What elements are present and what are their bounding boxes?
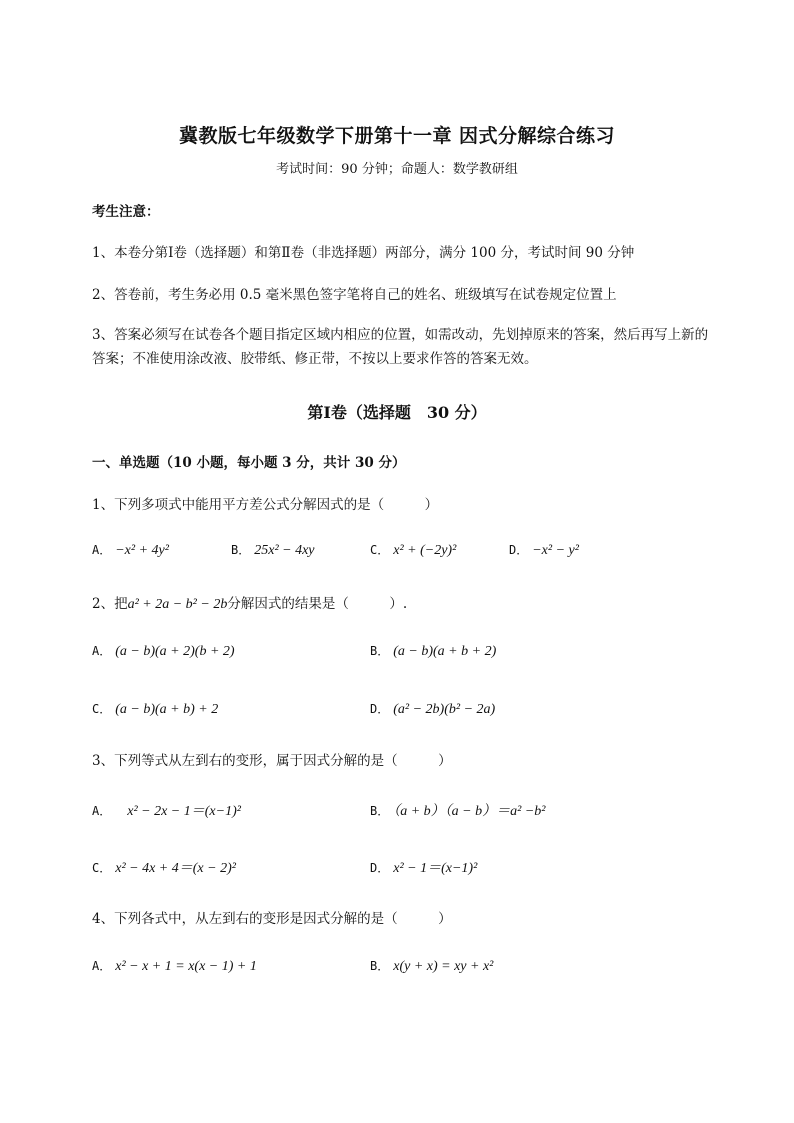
option-text: (a − b)(a + 2)(b + 2) — [115, 644, 235, 659]
option-label: C． — [92, 702, 112, 716]
question-1-option-c[interactable] — [370, 541, 456, 559]
option-text: x(y + x) = xy + x² — [393, 959, 494, 974]
question-3-option-b[interactable] — [370, 800, 545, 820]
question-1-stem: 1、下列多项式中能用平方差公式分解因式的是（ ） — [92, 497, 439, 513]
exam-title: 冀教版七年级数学下册第十一章 因式分解综合练习 — [178, 125, 616, 147]
notice-item-1: 1、本卷分第Ⅰ卷（选择题）和第Ⅱ卷（非选择题）两部分，满分 100 分，考试时间 90 分钟 — [92, 245, 635, 261]
question-2-option-d[interactable] — [370, 700, 495, 718]
question-2-option-c[interactable] — [92, 700, 218, 718]
option-text: (a² − 2b)(b² − 2a) — [393, 702, 496, 717]
question-4-stem: 4、下列各式中，从左到右的变形是因式分解的是（ ） — [92, 911, 452, 927]
question-4-option-b[interactable] — [370, 957, 493, 975]
option-label: A． — [92, 959, 112, 973]
option-text: （a + b）（a − b）＝a² −b² — [393, 804, 546, 819]
exam-subtitle: 考试时间：90 分钟；命题人：数学教研组 — [276, 162, 518, 177]
notice-item-3: 3、答案必须写在试卷各个题目指定区域内相应的位置，如需改动，先划掉原来的答案，然后再写上新的答案；不准使用涂改液、胶带纸、修正带，不按以上要求作答的答案无效。 — [92, 327, 709, 367]
option-text: x² + (−2y)² — [393, 543, 457, 558]
part-title: 一、单选题（10 小题，每小题 3 分，共计 30 分） — [92, 455, 406, 471]
option-label: D． — [370, 861, 390, 875]
question-3-option-c[interactable] — [92, 857, 236, 877]
stem-math: a² + 2a − b² − 2b — [127, 597, 228, 612]
stem-suffix: 分解因式的结果是（ ）. — [227, 596, 408, 612]
section-title: 第Ⅰ卷（选择题 30 分） — [307, 403, 487, 422]
option-text: x² − 4x + 4＝(x − 2)² — [115, 861, 236, 876]
option-label: D． — [370, 702, 390, 716]
question-2-stem — [92, 592, 407, 613]
notice-item-2: 2、答卷前，考生务必用 0.5 毫米黑色签字笔将自己的姓名、班级填写在试卷规定位置上 — [92, 287, 617, 303]
option-label: C． — [92, 861, 112, 875]
question-3-option-d[interactable] — [370, 857, 477, 877]
question-2-option-a[interactable] — [92, 642, 235, 660]
question-3-option-a[interactable] — [92, 800, 241, 820]
question-1-option-d[interactable] — [509, 541, 579, 559]
option-text: (a − b)(a + b + 2) — [393, 644, 497, 659]
option-text: x² − 1＝(x−1)² — [393, 861, 478, 876]
question-1-option-b[interactable] — [231, 541, 315, 559]
question-1-option-a[interactable] — [92, 541, 169, 559]
option-text: (a − b)(a + b) + 2 — [115, 702, 219, 717]
option-label: A． — [92, 543, 112, 557]
option-label: B． — [370, 959, 390, 973]
option-text: 25x² − 4xy — [254, 543, 315, 558]
option-text: −x² + 4y² — [115, 543, 169, 558]
option-text: x² − x + 1 = x(x − 1) + 1 — [115, 959, 257, 974]
option-label: B． — [231, 543, 251, 557]
option-label: A． — [92, 804, 112, 818]
question-2-option-b[interactable] — [370, 642, 496, 660]
option-label: A． — [92, 644, 112, 658]
option-label: C． — [370, 543, 390, 557]
option-label: B． — [370, 644, 390, 658]
option-text: −x² − y² — [532, 543, 579, 558]
option-label: B． — [370, 804, 390, 818]
notice-heading: 考生注意： — [92, 204, 160, 220]
stem-prefix: 2、把 — [92, 596, 128, 612]
option-label: D． — [509, 543, 529, 557]
question-4-option-a[interactable] — [92, 957, 257, 975]
question-3-stem: 3、下列等式从左到右的变形，属于因式分解的是（ ） — [92, 753, 452, 769]
option-text: x² − 2x − 1＝(x−1)² — [127, 804, 241, 819]
